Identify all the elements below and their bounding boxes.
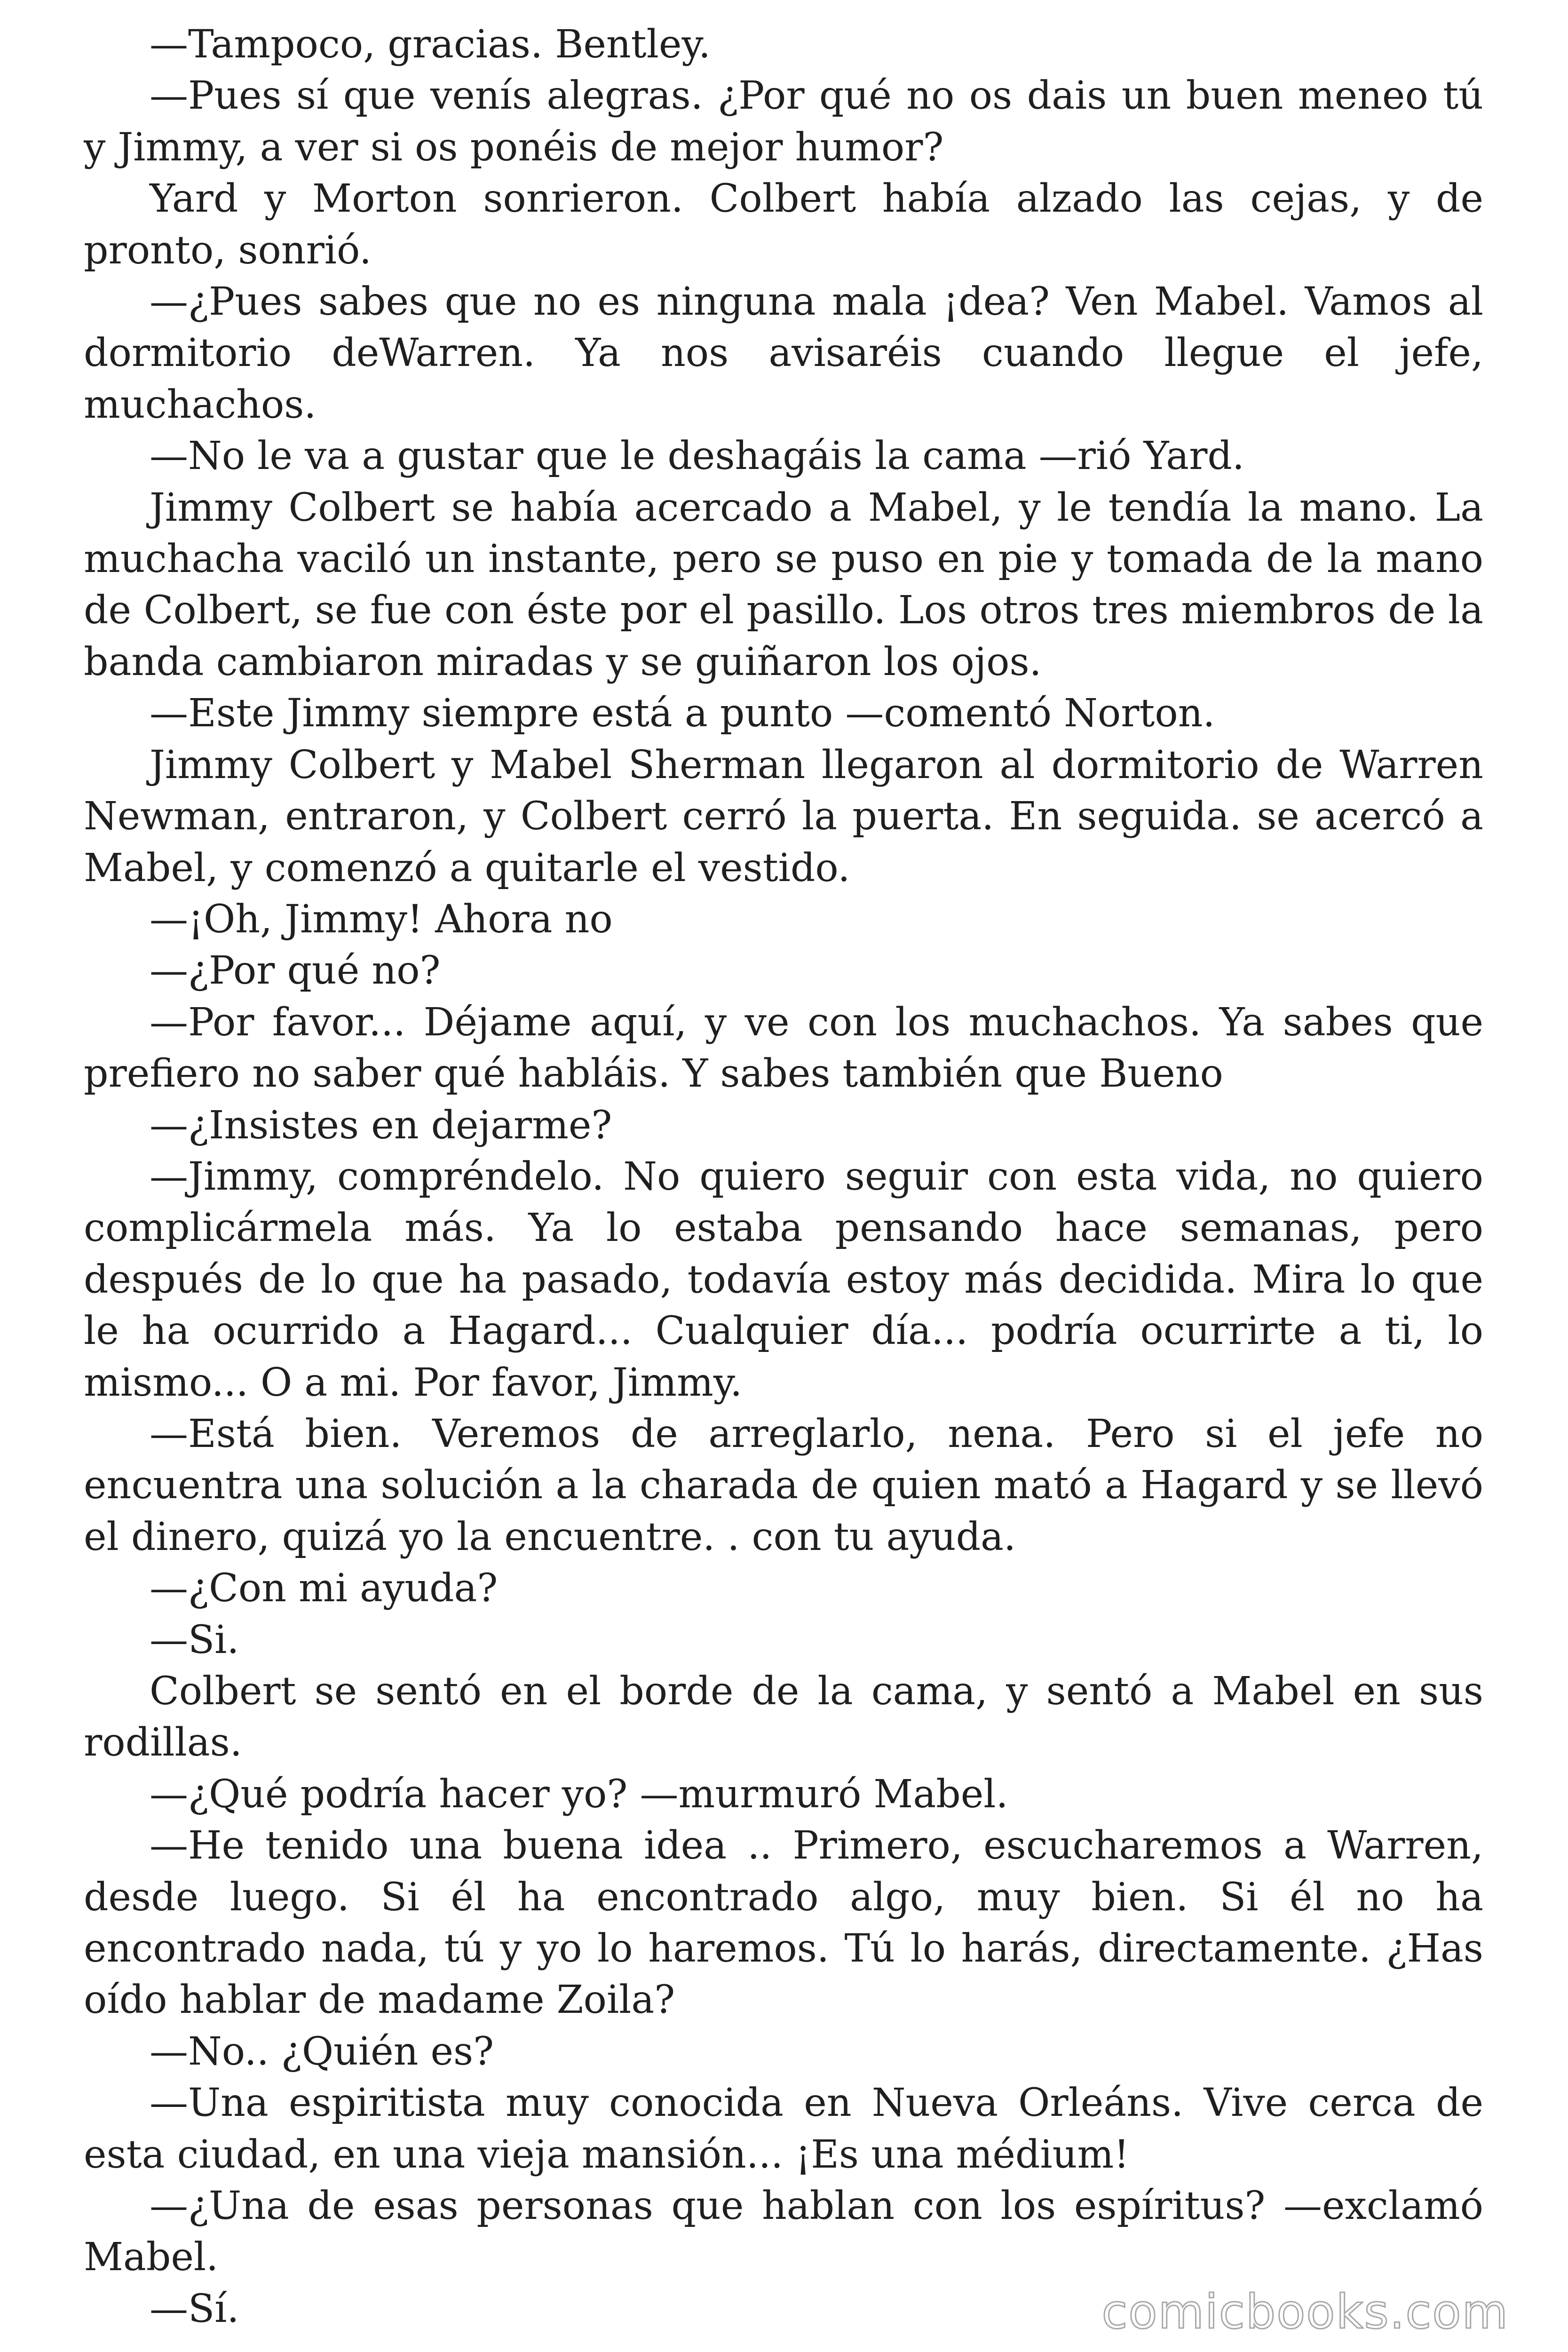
paragraph: —Tampoco, gracias. Bentley.	[150, 22, 711, 67]
paragraph: —Una espiritista muy conocida en Nueva Orleáns. Vive cerca de esta ciudad, en una vieja mansión... ¡Es una médium!	[84, 2081, 1483, 2177]
paragraph: —Este Jimmy siempre está a punto —comentó Norton.	[150, 691, 1215, 736]
paragraph: —¡Oh, Jimmy! Ahora no	[150, 897, 613, 942]
paragraph: —No le va a gustar que le deshagáis la cama —rió Yard.	[150, 434, 1244, 479]
watermark: comicbooks.com	[1101, 2284, 1509, 2339]
paragraph: Jimmy Colbert se había acercado a Mabel, y le tendía la mano. La muchacha vaciló un instante, pero se puso en pie y tomada de la mano de Colbert, se fue con éste por el pasillo. Los otros tres miembros de la banda cambiaron miradas y se guiñaron los ojos.	[84, 485, 1483, 684]
paragraph: —Si.	[150, 1617, 239, 1662]
paragraph: Yard y Morton sonrieron. Colbert había alzado las cejas, y de pronto, sonrió.	[84, 176, 1483, 273]
paragraph: —¿Por qué no?	[150, 948, 441, 993]
paragraph: —¿Qué podría hacer yo? —murmuró Mabel.	[150, 1772, 1008, 1817]
paragraph: —¿Pues sabes que no es ninguna mala ¡dea? Ven Mabel. Vamos al dormitorio deWarren. Ya nos avisaréis cuando llegue el jefe, muchachos.	[84, 279, 1483, 427]
paragraph: —He tenido una buena idea .. Primero, escucharemos a Warren, desde luego. Si él ha encontrado algo, muy bien. Si él no ha encontrado nada, tú y yo lo haremos. Tú lo harás, directamente. ¿Has oído hablar de madame Zoila?	[84, 1823, 1483, 2023]
paragraph: —Jimmy, compréndelo. No quiero seguir con esta vida, no quiero complicármela más. Ya lo estaba pensando hace semanas, pero después de lo que ha pasado, todavía estoy más decidida. Mira lo que le ha ocurrido a Hagard... Cualquier día... podría ocurrirte a ti, lo mismo... O a mi. Por favor, Jimmy.	[84, 1154, 1483, 1405]
paragraph: Colbert se sentó en el borde de la cama, y sentó a Mabel en sus rodillas.	[84, 1669, 1483, 1765]
paragraph: —Sí.	[150, 2286, 239, 2331]
paragraph: —Por favor... Déjame aquí, y ve con los muchachos. Ya sabes que prefiero no saber qué habláis. Y sabes también que Bueno	[84, 1000, 1483, 1097]
book-page-text	[84, 19, 1483, 2335]
paragraph: —Pues sí que venís alegras. ¿Por qué no os dais un buen meneo tú y Jimmy, a ver si os ponéis de mejor humor?	[84, 73, 1483, 170]
paragraph: —¿Una de esas personas que hablan con los espíritus? —exclamó Mabel.	[84, 2184, 1483, 2280]
paragraph: —¿Con mi ayuda?	[150, 1566, 498, 1611]
paragraph: Jimmy Colbert y Mabel Sherman llegaron al dormitorio de Warren Newman, entraron, y Colbert cerró la puerta. En seguida. se acercó a Mabel, y comenzó a quitarle el vestido.	[84, 742, 1483, 890]
paragraph: —Está bien. Veremos de arreglarlo, nena. Pero si el jefe no encuentra una solución a la charada de quien mató a Hagard y se llevó el dinero, quizá yo la encuentre. . con tu ayuda.	[84, 1411, 1483, 1559]
paragraph: —No.. ¿Quién es?	[150, 2029, 494, 2074]
paragraph: —¿Insistes en dejarme?	[150, 1103, 612, 1148]
